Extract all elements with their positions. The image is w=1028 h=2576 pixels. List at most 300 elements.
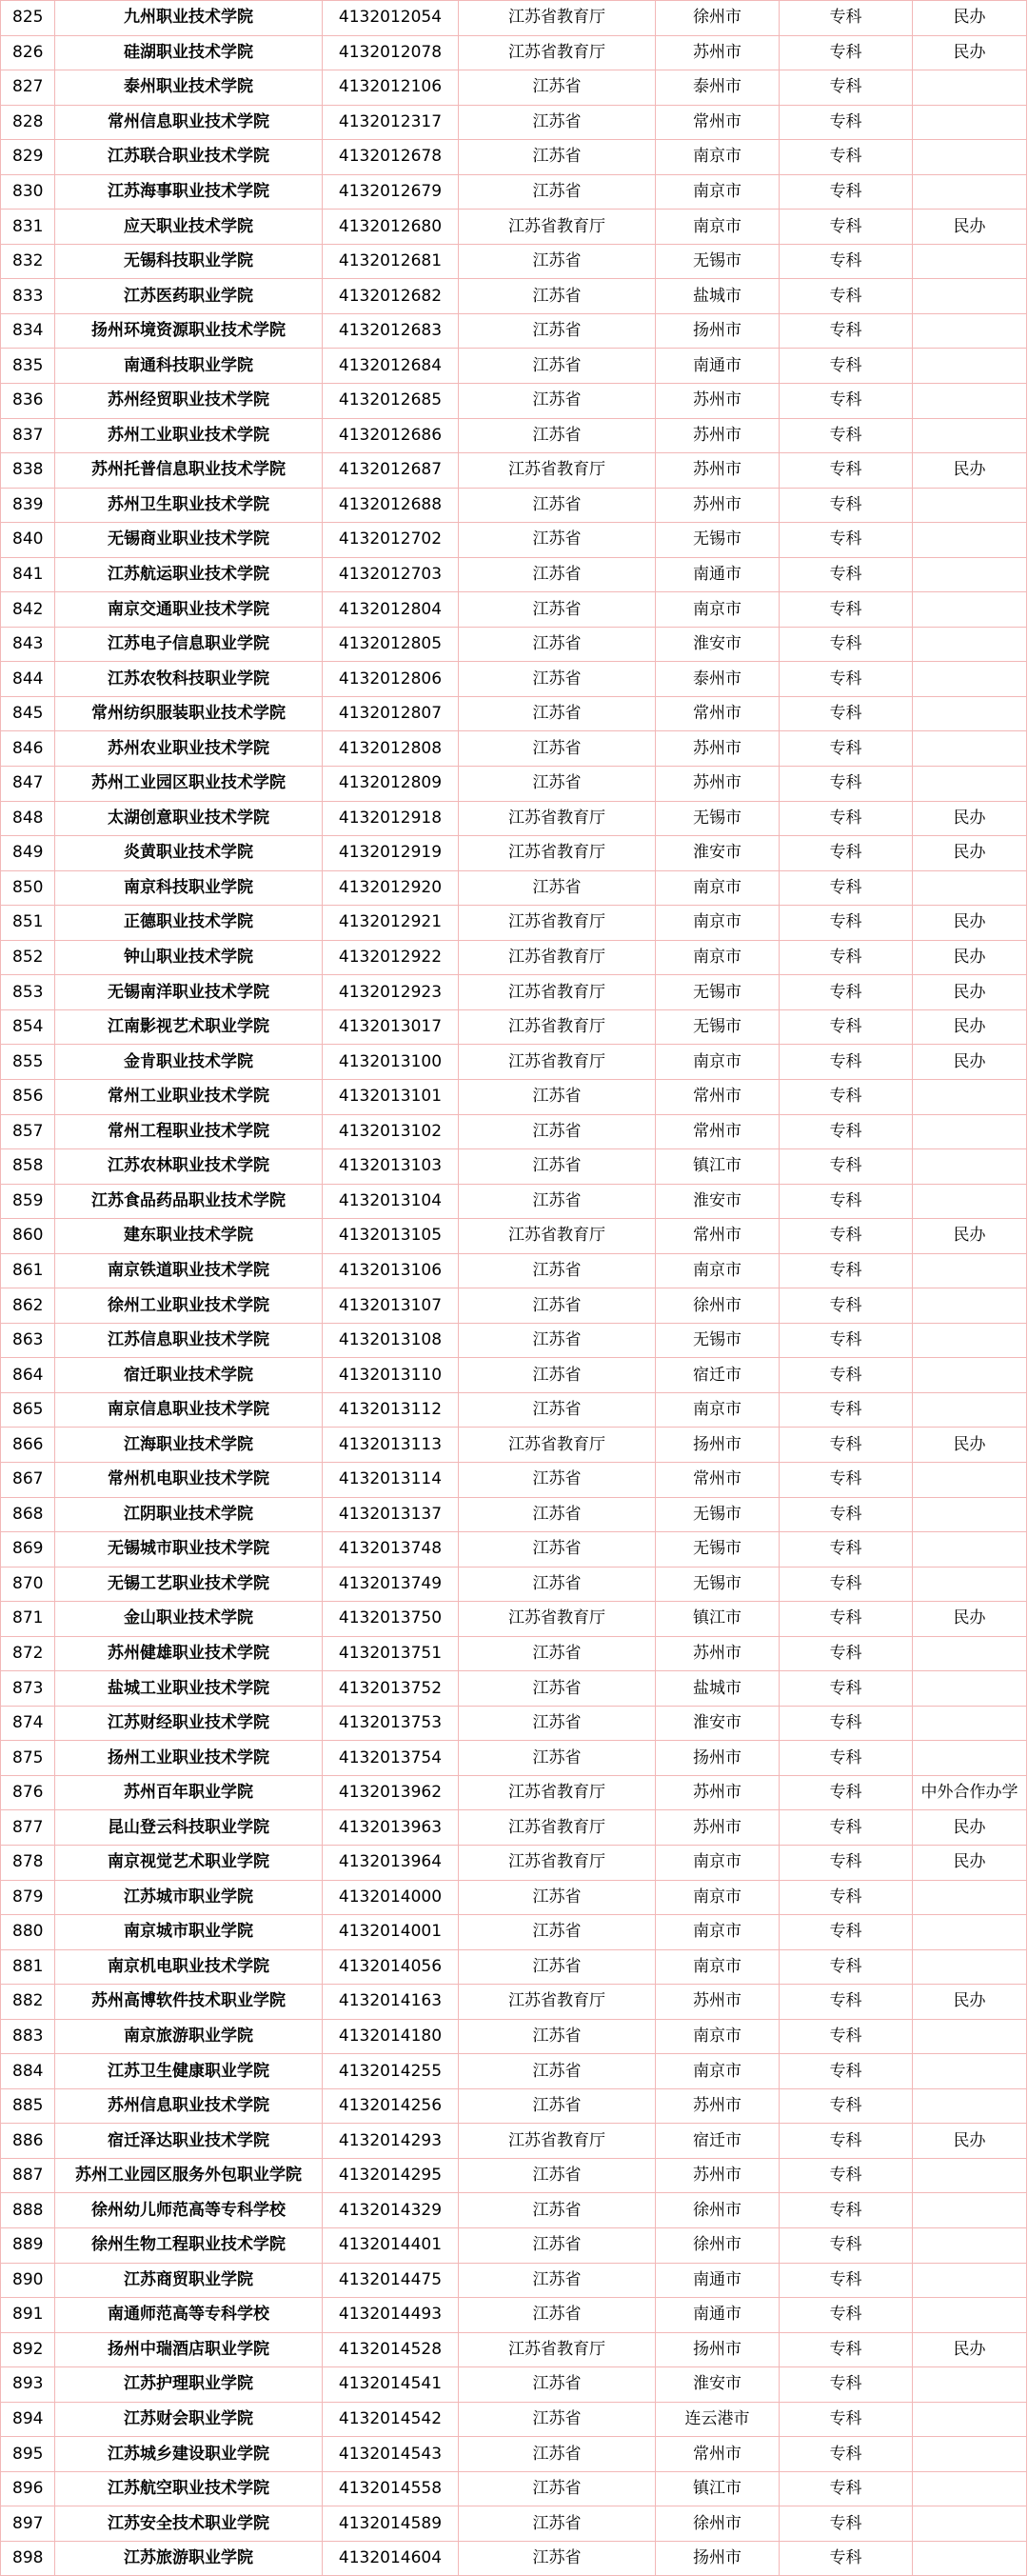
school-name-cell: 江苏护理职业学院 (55, 2367, 323, 2403)
city-cell: 苏州市 (656, 2158, 780, 2193)
row-number-cell: 883 (1, 2019, 55, 2054)
city-cell: 南京市 (656, 592, 780, 628)
level-cell: 专科 (780, 2228, 913, 2264)
level-cell: 专科 (780, 2193, 913, 2228)
row-number-cell: 865 (1, 1392, 55, 1428)
table-row (1, 801, 1027, 836)
authority-cell: 江苏省教育厅 (459, 2124, 656, 2159)
city-cell: 南京市 (656, 1045, 780, 1080)
table-row (1, 1845, 1027, 1880)
level-cell: 专科 (780, 2124, 913, 2159)
school-name-cell: 江苏航空职业技术学院 (55, 2471, 323, 2506)
school-code-cell: 4132014558 (323, 2471, 459, 2506)
level-cell: 专科 (780, 801, 913, 836)
row-number-cell: 860 (1, 1219, 55, 1254)
level-cell: 专科 (780, 2437, 913, 2472)
table-row (1, 313, 1027, 349)
school-code-cell: 4132012683 (323, 313, 459, 349)
city-cell: 徐州市 (656, 1288, 780, 1324)
row-number-cell: 889 (1, 2228, 55, 2264)
table-row (1, 940, 1027, 975)
table-row (1, 1810, 1027, 1846)
remark-cell (913, 349, 1027, 384)
level-cell: 专科 (780, 1253, 913, 1288)
authority-cell: 江苏省 (459, 1497, 656, 1532)
authority-cell: 江苏省教育厅 (459, 836, 656, 871)
row-number-cell: 880 (1, 1915, 55, 1950)
school-code-cell: 4132012317 (323, 105, 459, 140)
row-number-cell: 884 (1, 2054, 55, 2089)
row-number-cell: 830 (1, 174, 55, 210)
level-cell: 专科 (780, 1706, 913, 1741)
authority-cell: 江苏省 (459, 1288, 656, 1324)
table-row (1, 2541, 1027, 2576)
city-cell: 无锡市 (656, 975, 780, 1010)
city-cell: 宿迁市 (656, 2124, 780, 2159)
authority-cell: 江苏省 (459, 1915, 656, 1950)
table-row (1, 870, 1027, 906)
row-number-cell: 831 (1, 210, 55, 245)
level-cell: 专科 (780, 1915, 913, 1950)
remark-cell (913, 662, 1027, 697)
authority-cell: 江苏省 (459, 2193, 656, 2228)
table-row (1, 2228, 1027, 2264)
row-number-cell: 826 (1, 35, 55, 70)
school-code-cell: 4132014295 (323, 2158, 459, 2193)
level-cell: 专科 (780, 523, 913, 558)
school-code-cell: 4132012054 (323, 1, 459, 36)
table-row (1, 1, 1027, 36)
level-cell: 专科 (780, 1149, 913, 1185)
remark-cell: 民办 (913, 453, 1027, 489)
table-row (1, 2506, 1027, 2542)
table-row (1, 384, 1027, 419)
city-cell: 常州市 (656, 1219, 780, 1254)
level-cell: 专科 (780, 1741, 913, 1776)
school-code-cell: 4132012805 (323, 627, 459, 662)
table-row (1, 279, 1027, 314)
authority-cell: 江苏省教育厅 (459, 35, 656, 70)
city-cell: 无锡市 (656, 1009, 780, 1045)
school-name-cell: 南京信息职业技术学院 (55, 1392, 323, 1428)
row-number-cell: 881 (1, 1949, 55, 1985)
row-number-cell: 834 (1, 313, 55, 349)
authority-cell: 江苏省 (459, 767, 656, 802)
row-number-cell: 897 (1, 2506, 55, 2542)
city-cell: 徐州市 (656, 1, 780, 36)
school-code-cell: 4132013110 (323, 1358, 459, 1393)
row-number-cell: 866 (1, 1428, 55, 1463)
row-number-cell: 853 (1, 975, 55, 1010)
city-cell: 南京市 (656, 210, 780, 245)
level-cell: 专科 (780, 1392, 913, 1428)
city-cell: 盐城市 (656, 279, 780, 314)
table-row (1, 244, 1027, 279)
remark-cell: 民办 (913, 940, 1027, 975)
table-body (1, 1, 1027, 2576)
authority-cell: 江苏省 (459, 70, 656, 106)
school-name-cell: 南通师范高等专科学校 (55, 2298, 323, 2333)
remark-cell: 民办 (913, 1602, 1027, 1637)
remark-cell: 民办 (913, 801, 1027, 836)
row-number-cell: 850 (1, 870, 55, 906)
level-cell: 专科 (780, 488, 913, 523)
remark-cell (913, 1392, 1027, 1428)
row-number-cell: 855 (1, 1045, 55, 1080)
remark-cell (913, 627, 1027, 662)
city-cell: 泰州市 (656, 662, 780, 697)
row-number-cell: 841 (1, 557, 55, 592)
school-name-cell: 江苏信息职业技术学院 (55, 1323, 323, 1358)
city-cell: 宿迁市 (656, 1358, 780, 1393)
authority-cell: 江苏省 (459, 1392, 656, 1428)
level-cell: 专科 (780, 2298, 913, 2333)
school-name-cell: 江苏海事职业技术学院 (55, 174, 323, 210)
city-cell: 无锡市 (656, 1497, 780, 1532)
row-number-cell: 893 (1, 2367, 55, 2403)
table-row (1, 105, 1027, 140)
school-name-cell: 无锡城市职业技术学院 (55, 1532, 323, 1568)
level-cell: 专科 (780, 1323, 913, 1358)
school-name-cell: 江苏财经职业技术学院 (55, 1706, 323, 1741)
city-cell: 常州市 (656, 2437, 780, 2472)
table-row (1, 1462, 1027, 1497)
level-cell: 专科 (780, 1045, 913, 1080)
authority-cell: 江苏省 (459, 731, 656, 767)
school-code-cell: 4132012685 (323, 384, 459, 419)
level-cell: 专科 (780, 2332, 913, 2367)
school-name-cell: 常州工程职业技术学院 (55, 1114, 323, 1149)
level-cell: 专科 (780, 2367, 913, 2403)
row-number-cell: 891 (1, 2298, 55, 2333)
school-name-cell: 扬州中瑞酒店职业学院 (55, 2332, 323, 2367)
school-code-cell: 4132013114 (323, 1462, 459, 1497)
school-code-cell: 4132014180 (323, 2019, 459, 2054)
school-code-cell: 4132013108 (323, 1323, 459, 1358)
school-code-cell: 4132012922 (323, 940, 459, 975)
level-cell: 专科 (780, 384, 913, 419)
school-code-cell: 4132014541 (323, 2367, 459, 2403)
school-name-cell: 常州信息职业技术学院 (55, 105, 323, 140)
level-cell: 专科 (780, 140, 913, 175)
authority-cell: 江苏省 (459, 1949, 656, 1985)
authority-cell: 江苏省教育厅 (459, 1810, 656, 1846)
level-cell: 专科 (780, 1009, 913, 1045)
school-code-cell: 4132012808 (323, 731, 459, 767)
city-cell: 淮安市 (656, 1706, 780, 1741)
row-number-cell: 859 (1, 1184, 55, 1219)
row-number-cell: 895 (1, 2437, 55, 2472)
city-cell: 南京市 (656, 870, 780, 906)
table-row (1, 2437, 1027, 2472)
table-row (1, 2158, 1027, 2193)
city-cell: 南京市 (656, 1880, 780, 1915)
authority-cell: 江苏省 (459, 418, 656, 453)
row-number-cell: 849 (1, 836, 55, 871)
authority-cell: 江苏省 (459, 1880, 656, 1915)
table-row (1, 1358, 1027, 1393)
city-cell: 南京市 (656, 1845, 780, 1880)
row-number-cell: 874 (1, 1706, 55, 1741)
row-number-cell: 868 (1, 1497, 55, 1532)
city-cell: 南京市 (656, 940, 780, 975)
city-cell: 南通市 (656, 2263, 780, 2298)
school-name-cell: 炎黄职业技术学院 (55, 836, 323, 871)
remark-cell (913, 557, 1027, 592)
school-code-cell: 4132014543 (323, 2437, 459, 2472)
level-cell: 专科 (780, 662, 913, 697)
school-code-cell: 4132014401 (323, 2228, 459, 2264)
remark-cell (913, 1706, 1027, 1741)
level-cell: 专科 (780, 731, 913, 767)
authority-cell: 江苏省教育厅 (459, 906, 656, 941)
school-name-cell: 江苏食品药品职业技术学院 (55, 1184, 323, 1219)
authority-cell: 江苏省 (459, 2054, 656, 2089)
authority-cell: 江苏省 (459, 2298, 656, 2333)
table-row (1, 1079, 1027, 1114)
remark-cell (913, 418, 1027, 453)
level-cell: 专科 (780, 244, 913, 279)
row-number-cell: 856 (1, 1079, 55, 1114)
authority-cell: 江苏省 (459, 2263, 656, 2298)
remark-cell (913, 488, 1027, 523)
authority-cell: 江苏省教育厅 (459, 1775, 656, 1810)
table-row (1, 2054, 1027, 2089)
authority-cell: 江苏省 (459, 2541, 656, 2576)
level-cell: 专科 (780, 767, 913, 802)
table-row (1, 627, 1027, 662)
school-name-cell: 江海职业技术学院 (55, 1428, 323, 1463)
row-number-cell: 877 (1, 1810, 55, 1846)
city-cell: 扬州市 (656, 313, 780, 349)
level-cell: 专科 (780, 1079, 913, 1114)
city-cell: 无锡市 (656, 1323, 780, 1358)
level-cell: 专科 (780, 2541, 913, 2576)
level-cell: 专科 (780, 906, 913, 941)
level-cell: 专科 (780, 1358, 913, 1393)
row-number-cell: 845 (1, 696, 55, 731)
level-cell: 专科 (780, 453, 913, 489)
remark-cell: 中外合作办学 (913, 1775, 1027, 1810)
school-code-cell: 4132014000 (323, 1880, 459, 1915)
table-row (1, 906, 1027, 941)
authority-cell: 江苏省 (459, 592, 656, 628)
row-number-cell: 847 (1, 767, 55, 802)
authority-cell: 江苏省教育厅 (459, 1845, 656, 1880)
authority-cell: 江苏省教育厅 (459, 1009, 656, 1045)
school-code-cell: 4132014163 (323, 1985, 459, 2020)
authority-cell: 江苏省 (459, 313, 656, 349)
city-cell: 苏州市 (656, 488, 780, 523)
authority-cell: 江苏省教育厅 (459, 1602, 656, 1637)
row-number-cell: 876 (1, 1775, 55, 1810)
city-cell: 苏州市 (656, 35, 780, 70)
authority-cell: 江苏省教育厅 (459, 801, 656, 836)
school-code-cell: 4132014542 (323, 2402, 459, 2437)
city-cell: 常州市 (656, 1079, 780, 1114)
remark-cell (913, 2506, 1027, 2542)
table-row (1, 662, 1027, 697)
city-cell: 淮安市 (656, 1184, 780, 1219)
row-number-cell: 885 (1, 2088, 55, 2124)
city-cell: 苏州市 (656, 1775, 780, 1810)
row-number-cell: 878 (1, 1845, 55, 1880)
level-cell: 专科 (780, 2506, 913, 2542)
table-row (1, 2019, 1027, 2054)
remark-cell (913, 1184, 1027, 1219)
remark-cell: 民办 (913, 2124, 1027, 2159)
school-code-cell: 4132012679 (323, 174, 459, 210)
city-cell: 镇江市 (656, 2471, 780, 2506)
school-name-cell: 金山职业技术学院 (55, 1602, 323, 1637)
school-name-cell: 江苏电子信息职业学院 (55, 627, 323, 662)
row-number-cell: 852 (1, 940, 55, 975)
remark-cell (913, 2437, 1027, 2472)
school-code-cell: 4132014056 (323, 1949, 459, 1985)
table-row (1, 1706, 1027, 1741)
remark-cell: 民办 (913, 35, 1027, 70)
row-number-cell: 894 (1, 2402, 55, 2437)
school-code-cell: 4132012804 (323, 592, 459, 628)
city-cell: 无锡市 (656, 244, 780, 279)
school-code-cell: 4132013963 (323, 1810, 459, 1846)
school-code-cell: 4132012806 (323, 662, 459, 697)
authority-cell: 江苏省 (459, 662, 656, 697)
level-cell: 专科 (780, 2019, 913, 2054)
school-name-cell: 南京视觉艺术职业学院 (55, 1845, 323, 1880)
authority-cell: 江苏省 (459, 1253, 656, 1288)
city-cell: 常州市 (656, 1114, 780, 1149)
city-cell: 泰州市 (656, 70, 780, 106)
school-code-cell: 4132013102 (323, 1114, 459, 1149)
city-cell: 南京市 (656, 1253, 780, 1288)
remark-cell (913, 2193, 1027, 2228)
authority-cell: 江苏省 (459, 1114, 656, 1149)
remark-cell (913, 1532, 1027, 1568)
remark-cell (913, 731, 1027, 767)
school-code-cell: 4132013749 (323, 1567, 459, 1602)
authority-cell: 江苏省 (459, 1462, 656, 1497)
city-cell: 徐州市 (656, 2506, 780, 2542)
authority-cell: 江苏省 (459, 279, 656, 314)
city-cell: 苏州市 (656, 384, 780, 419)
school-code-cell: 4132012078 (323, 35, 459, 70)
row-number-cell: 827 (1, 70, 55, 106)
city-cell: 南京市 (656, 140, 780, 175)
authority-cell: 江苏省 (459, 1184, 656, 1219)
school-code-cell: 4132013103 (323, 1149, 459, 1185)
school-name-cell: 徐州生物工程职业技术学院 (55, 2228, 323, 2264)
authority-cell: 江苏省 (459, 1636, 656, 1671)
school-name-cell: 苏州托普信息职业技术学院 (55, 453, 323, 489)
authority-cell: 江苏省教育厅 (459, 2332, 656, 2367)
city-cell: 无锡市 (656, 523, 780, 558)
level-cell: 专科 (780, 1532, 913, 1568)
table-row (1, 2263, 1027, 2298)
table-row (1, 1219, 1027, 1254)
school-name-cell: 江苏城市职业学院 (55, 1880, 323, 1915)
city-cell: 苏州市 (656, 2088, 780, 2124)
authority-cell: 江苏省 (459, 1706, 656, 1741)
school-name-cell: 江苏联合职业技术学院 (55, 140, 323, 175)
school-name-cell: 宿迁泽达职业技术学院 (55, 2124, 323, 2159)
row-number-cell: 869 (1, 1532, 55, 1568)
school-name-cell: 江苏农林职业技术学院 (55, 1149, 323, 1185)
level-cell: 专科 (780, 1845, 913, 1880)
city-cell: 南京市 (656, 2019, 780, 2054)
city-cell: 南通市 (656, 557, 780, 592)
authority-cell: 江苏省 (459, 523, 656, 558)
city-cell: 南京市 (656, 174, 780, 210)
row-number-cell: 862 (1, 1288, 55, 1324)
city-cell: 苏州市 (656, 731, 780, 767)
remark-cell (913, 1149, 1027, 1185)
school-name-cell: 常州机电职业技术学院 (55, 1462, 323, 1497)
school-name-cell: 太湖创意职业技术学院 (55, 801, 323, 836)
table-row (1, 557, 1027, 592)
table-row (1, 1567, 1027, 1602)
city-cell: 苏州市 (656, 1810, 780, 1846)
city-cell: 扬州市 (656, 1428, 780, 1463)
school-code-cell: 4132013101 (323, 1079, 459, 1114)
table-row (1, 1741, 1027, 1776)
school-code-cell: 4132013964 (323, 1845, 459, 1880)
school-code-cell: 4132014528 (323, 2332, 459, 2367)
table-row (1, 140, 1027, 175)
school-code-cell: 4132013750 (323, 1602, 459, 1637)
level-cell: 专科 (780, 2263, 913, 2298)
table-row (1, 418, 1027, 453)
city-cell: 常州市 (656, 696, 780, 731)
school-name-cell: 江苏航运职业技术学院 (55, 557, 323, 592)
level-cell: 专科 (780, 210, 913, 245)
authority-cell: 江苏省教育厅 (459, 1045, 656, 1080)
remark-cell (913, 1114, 1027, 1149)
school-code-cell: 4132014493 (323, 2298, 459, 2333)
level-cell: 专科 (780, 70, 913, 106)
remark-cell (913, 2158, 1027, 2193)
authority-cell: 江苏省 (459, 1079, 656, 1114)
table-row (1, 1149, 1027, 1185)
authority-cell: 江苏省 (459, 627, 656, 662)
remark-cell (913, 1567, 1027, 1602)
authority-cell: 江苏省 (459, 2506, 656, 2542)
row-number-cell: 858 (1, 1149, 55, 1185)
level-cell: 专科 (780, 1567, 913, 1602)
level-cell: 专科 (780, 1, 913, 36)
row-number-cell: 872 (1, 1636, 55, 1671)
school-name-cell: 江苏商贸职业学院 (55, 2263, 323, 2298)
level-cell: 专科 (780, 592, 913, 628)
city-cell: 淮安市 (656, 2367, 780, 2403)
city-cell: 苏州市 (656, 418, 780, 453)
school-code-cell: 4132014589 (323, 2506, 459, 2542)
row-number-cell: 844 (1, 662, 55, 697)
remark-cell (913, 870, 1027, 906)
row-number-cell: 867 (1, 1462, 55, 1497)
table-row (1, 1880, 1027, 1915)
school-code-cell: 4132013753 (323, 1706, 459, 1741)
city-cell: 苏州市 (656, 767, 780, 802)
authority-cell: 江苏省 (459, 1567, 656, 1602)
authority-cell: 江苏省 (459, 2158, 656, 2193)
school-code-cell: 4132012921 (323, 906, 459, 941)
remark-cell: 民办 (913, 1985, 1027, 2020)
table-row (1, 2471, 1027, 2506)
school-name-cell: 常州工业职业技术学院 (55, 1079, 323, 1114)
city-cell: 镇江市 (656, 1149, 780, 1185)
city-cell: 连云港市 (656, 2402, 780, 2437)
